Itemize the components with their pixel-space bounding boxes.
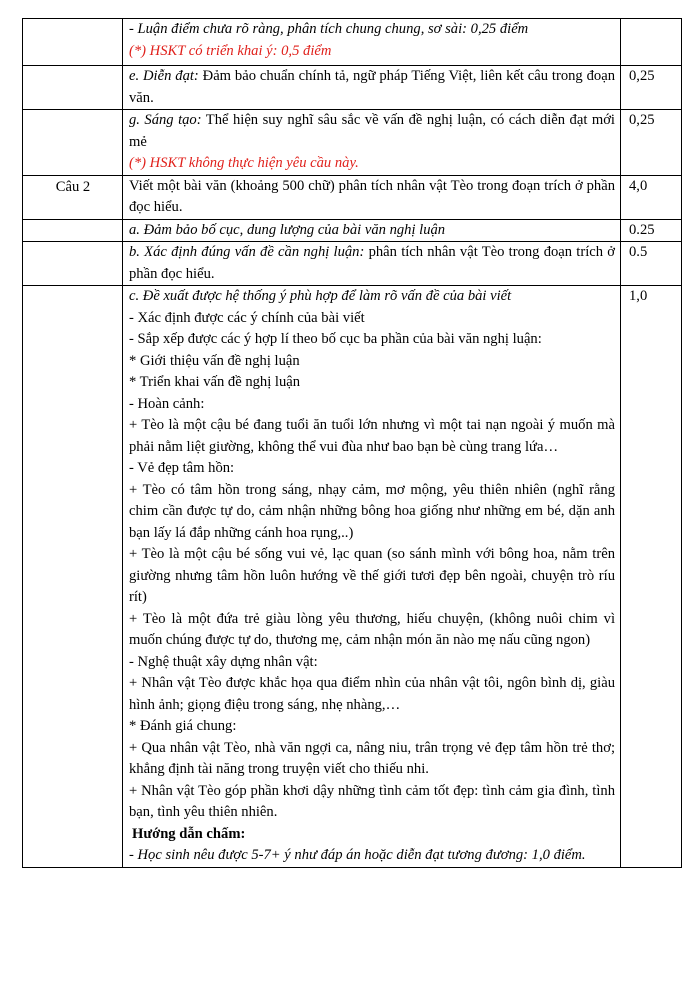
- criteria-text: Đảm bảo chuẩn chính tả, ngữ pháp Tiếng Việt, liên kết câu trong đoạn văn.: [129, 68, 615, 106]
- table-row: [23, 219, 682, 242]
- criteria-cell: a. Đảm bảo bố cục, dung lượng của bài văn nghị luận: [123, 219, 621, 242]
- outline-item: * Giới thiệu vấn đề nghị luận: [129, 352, 300, 369]
- points-cell: [621, 19, 682, 66]
- question-cell: [23, 286, 123, 868]
- question-cell: [23, 110, 123, 176]
- table-row: [23, 175, 682, 219]
- outline-item: * Đánh giá chung:: [129, 718, 237, 734]
- table-row: [23, 19, 682, 66]
- points-cell: 0,25: [621, 66, 682, 110]
- outline-item: - Nghệ thuật xây dựng nhân vật:: [129, 653, 318, 670]
- outline-item: * Triển khai vấn đề nghị luận: [129, 374, 301, 390]
- grading-table: [22, 18, 682, 868]
- table-row: [23, 286, 682, 868]
- points-cell: 0,25: [621, 110, 682, 176]
- outline-item: + Tèo là một cậu bé đang tuổi ăn tuổi lớn nhưng vì một tai nạn ngoài ý muốn mà phải nằm liệt giường, không thể vui đùa như bao bạn bè cùng trang lứa…: [129, 417, 615, 455]
- question-cell: [23, 242, 123, 286]
- table-row: [23, 242, 682, 286]
- question-cell: [23, 66, 123, 110]
- outline-item: + Qua nhân vật Tèo, nhà văn ngợi ca, nâng niu, trân trọng vẻ đẹp tâm hồn trẻ thơ; khẳng định tài năng trong truyện viết cho thiếu nhi.: [129, 739, 615, 777]
- points-cell: 1,0: [621, 286, 682, 868]
- criteria-label: e. Diễn đạt:: [129, 68, 199, 84]
- points-cell: 0.5: [621, 242, 682, 286]
- outline-item: + Nhân vật Tèo góp phần khơi dậy những tình cảm tốt đẹp: tình cảm gia đình, tình bạn, tình yêu thiên nhiên.: [129, 782, 615, 820]
- guide-title: Hướng dẫn chấm:: [132, 825, 246, 842]
- criteria-heading: c. Đề xuất được hệ thống ý phù hợp để làm rõ vấn đề của bài viết: [129, 288, 512, 304]
- outline-item: - Sắp xếp được các ý hợp lí theo bố cục ba phần của bài văn nghị luận:: [129, 331, 542, 347]
- hskt-note: (*) HSKT có triển khai ý: 0,5 điểm: [129, 42, 332, 59]
- outline-item: + Tèo là một đứa trẻ giàu lòng yêu thương, hiếu chuyện, (không nuôi chim vì muốn chúng được tự do, thương mẹ, cảm nhận món ăn nào mẹ nấu cũng ngon): [129, 610, 615, 648]
- criteria-cell: [123, 66, 621, 110]
- outline-item: - Xác định được các ý chính của bài viết: [129, 309, 365, 326]
- criteria-cell: [123, 19, 621, 66]
- criteria-label: g. Sáng tạo:: [129, 112, 202, 128]
- criteria-cell: [123, 286, 621, 868]
- outline-item: - Vẻ đẹp tâm hồn:: [129, 460, 235, 476]
- table-row: [23, 110, 682, 176]
- criteria-cell: [123, 110, 621, 176]
- points-cell: 0.25: [621, 219, 682, 242]
- outline-item: + Tèo có tâm hồn trong sáng, nhạy cảm, mơ mộng, yêu thiên nhiên (nghĩ rằng chim cần được tự do, cảm nhận những bông hoa giống như những em bé, dặn anh bạn lấy lá đắp những cánh hoa rụng,..): [129, 481, 615, 541]
- question-cell: [23, 19, 123, 66]
- criteria-cell: [123, 242, 621, 286]
- criteria-text: Thể hiện suy nghĩ sâu sắc về vấn đề nghị luận, có cách diễn đạt mới mẻ: [129, 112, 615, 150]
- guide-text: - Học sinh nêu được 5-7+ ý như đáp án hoặc diễn đạt tương đương: 1,0 điểm.: [129, 847, 586, 863]
- hskt-note: (*) HSKT không thực hiện yêu cầu này.: [129, 155, 359, 171]
- question-cell: Câu 2: [23, 175, 123, 219]
- points-cell: 4,0: [621, 175, 682, 219]
- outline-item: + Nhân vật Tèo được khắc họa qua điểm nhìn của nhân vật tôi, ngôn bình dị, giàu hình ảnh; giọng điệu trong sáng, nhẹ nhàng,…: [129, 675, 615, 713]
- criteria-label: b. Xác định đúng vấn đề cần nghị luận:: [129, 244, 365, 260]
- criteria-line: - Luận điểm chưa rõ ràng, phân tích chung chung, sơ sài: 0,25 điểm: [129, 21, 529, 37]
- outline-item: + Tèo là một cậu bé sống vui vẻ, lạc quan (so sánh mình với bông hoa, nằm trên giường nhưng tâm hồn luôn hướng về thế giới tươi đẹp bên ngoài, chuyện trò ríu rít): [129, 546, 615, 605]
- table-row: [23, 66, 682, 110]
- outline-item: - Hoàn cảnh:: [129, 395, 205, 412]
- criteria-cell: Viết một bài văn (khoảng 500 chữ) phân tích nhân vật Tèo trong đoạn trích ở phần đọc hiểu.: [123, 175, 621, 219]
- criteria-text: phân tích nhân vật Tèo trong đoạn trích ở phần đọc hiểu.: [129, 244, 615, 282]
- question-cell: [23, 219, 123, 242]
